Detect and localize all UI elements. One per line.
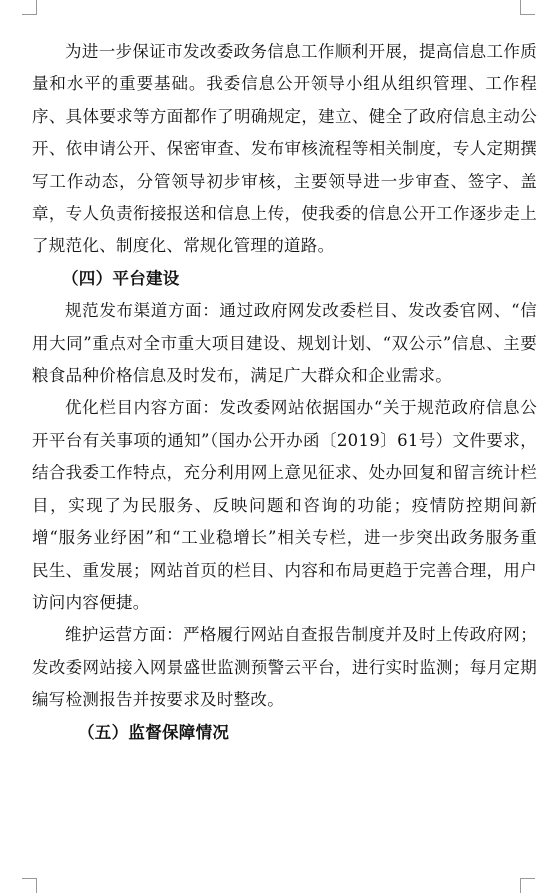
- paragraph-release-channels: 规范发布渠道方面：通过政府网发改委栏目、发改委官网、“信用大同”重点对全市重大项目建设、规划计划、“双公示”信息、主要粮食品种价格信息及时发布，满足广大群众和企业需求。: [32, 301, 537, 386]
- crop-mark-top-right: [520, 0, 535, 15]
- section-heading-platform: （四）平台建设: [62, 268, 180, 288]
- section-heading-supervision: （五）监督保障情况: [78, 722, 230, 742]
- crop-mark-top-left: [22, 0, 37, 15]
- paragraph-maintenance: 维护运营方面：严格履行网站自查报告制度并及时上传政府网；发改委网站接入网景盛世监测预警云平台，进行实时监测；每月定期编写检测报告并按要求及时整改。: [32, 625, 537, 710]
- crop-mark-bottom-left: [22, 878, 37, 893]
- paragraph-column-content: 优化栏目内容方面：发改委网站依据国办“关于规范政府信息公开平台有关事项的通知”（国办公开办函〔2019〕61号）文件要求，结合我委工作特点，充分利用网上意见征求、处办回复和留言统计栏目，实现了为民服务、反映问题和咨询的功能；疫情防控期间新增“服务业纾困”和“工业稳增长”相关专栏，进一步突出政务服务重民生、重发展；网站首页的栏目、内容和布局更趋于完善合理，用户访问内容便捷。: [32, 398, 537, 612]
- paragraph-info-work: 为进一步保证市发改委政务信息工作顺利开展，提高信息工作质量和水平的重要基础。我委信息公开领导小组从组织管理、工作程序、具体要求等方面都作了明确规定，建立、健全了政府信息主动公开、依申请公开、保密审查、发布审核流程等相关制度，专人定期撰写工作动态，分管领导初步审核，主要领导进一步审查、签字、盖章，专人负责衔接报送和信息上传，使我委的信息公开工作逐步走上了规范化、制度化、常规化管理的道路。: [32, 42, 537, 256]
- document-body: [32, 36, 537, 749]
- crop-mark-bottom-right: [520, 878, 535, 893]
